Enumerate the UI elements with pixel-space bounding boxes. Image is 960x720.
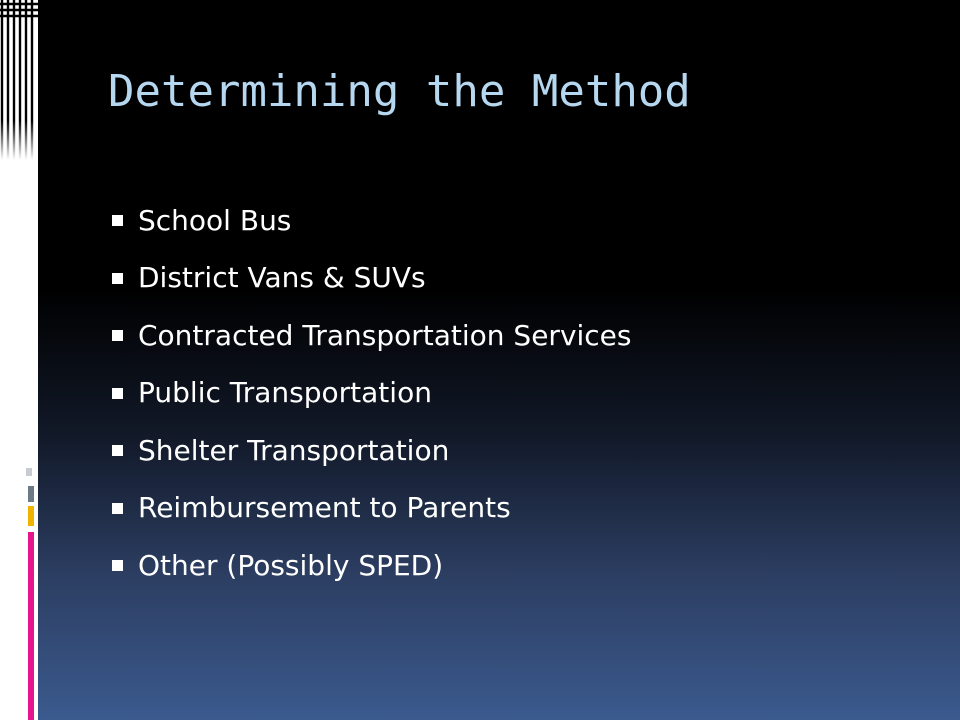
- bullet-text: School Bus: [138, 203, 292, 237]
- slide-area: [38, 0, 960, 720]
- bullet-item: [112, 480, 932, 538]
- bullet-item: [112, 250, 932, 308]
- pink-accent-bar: [28, 532, 34, 720]
- square-bullet-icon: [112, 503, 138, 514]
- bullet-item: [112, 537, 932, 595]
- gray-accent-bar: [28, 486, 34, 502]
- square-bullet-icon: [112, 273, 138, 284]
- square-bullet-icon: [112, 445, 138, 456]
- bullet-list: [112, 192, 932, 595]
- bullet-text: District Vans & SUVs: [138, 261, 426, 295]
- bullet-text: Public Transportation: [138, 376, 432, 410]
- left-decorative-margin: [0, 0, 38, 720]
- bullet-item: [112, 422, 932, 480]
- bullet-text: Contracted Transportation Services: [138, 318, 632, 352]
- bullet-text: Shelter Transportation: [138, 433, 450, 467]
- square-bullet-icon: [112, 330, 138, 341]
- gray-accent-bar-top: [26, 468, 32, 476]
- square-bullet-icon: [112, 215, 138, 226]
- bullet-item: [112, 307, 932, 365]
- bullet-item: [112, 192, 932, 250]
- slide-title: Determining the Method: [108, 66, 691, 117]
- square-bullet-icon: [112, 560, 138, 571]
- bullet-text: Other (Possibly SPED): [138, 548, 444, 582]
- yellow-accent-bar: [28, 506, 34, 526]
- square-bullet-icon: [112, 388, 138, 399]
- bullet-text: Reimbursement to Parents: [138, 491, 511, 525]
- bullet-item: [112, 365, 932, 423]
- grid-lines-decoration: [0, 0, 38, 160]
